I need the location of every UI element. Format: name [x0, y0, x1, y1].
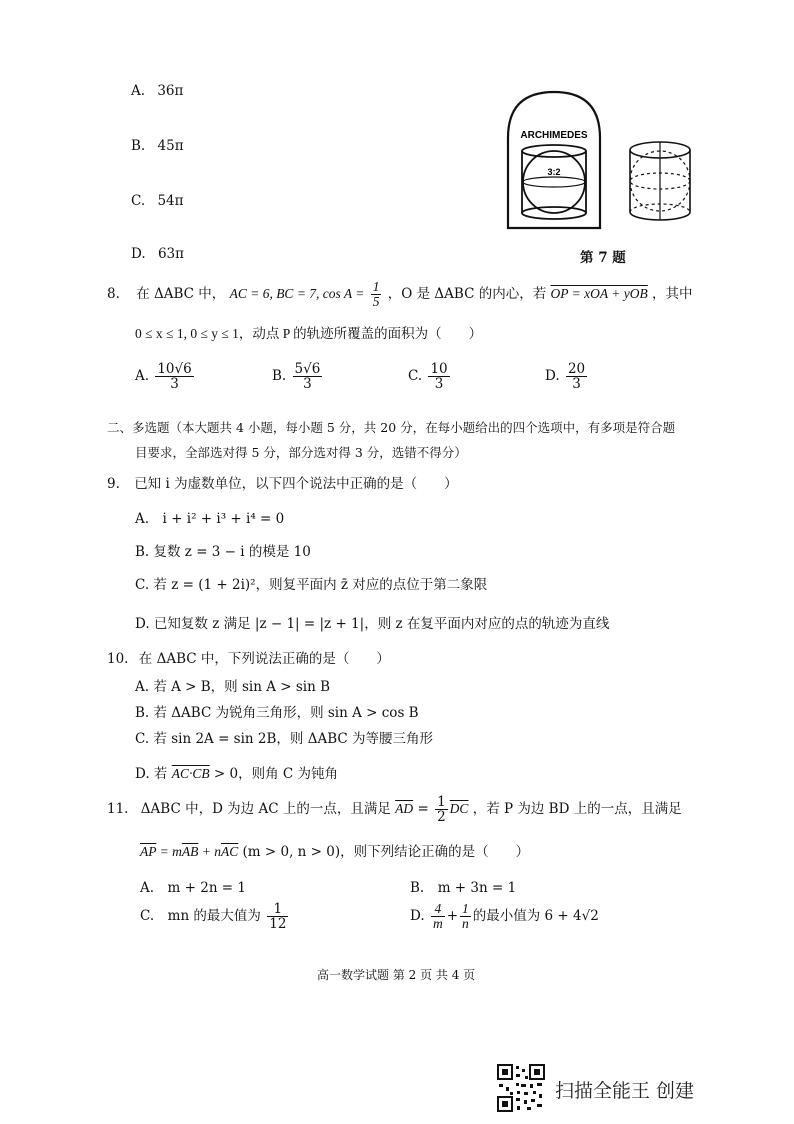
q11-text-a: ΔABC 中，D 为边 AC 上的一点，且满足 — [140, 801, 391, 818]
question-number: 10. — [107, 651, 129, 667]
q11-term: + n — [198, 844, 221, 859]
q7-option-b — [131, 138, 184, 154]
option-fraction: $\frac{10√6}{3}$ — [157, 361, 192, 393]
q9-option-c: C. 若 z = (1 + 2i)²，则复平面内 z̄ 对应的点位于第二象限 — [135, 577, 488, 593]
question-number: 11. — [107, 801, 129, 818]
q11-line-1 — [107, 795, 682, 824]
q8-text-c: ，O 是 ΔABC 的内心，若 — [387, 286, 547, 303]
q7-option-c — [131, 193, 184, 209]
vector-product: AC·CB — [171, 766, 210, 781]
q9-option-a: A. i + i² + i³ + i⁴ = 0 — [135, 511, 285, 527]
option-value: 36π — [157, 83, 184, 99]
option-fraction: $\frac{5√6}{3}$ — [294, 361, 321, 393]
vector-ac: $\overline{AC}$ — [220, 844, 239, 859]
vector-ab: $\overline{AB}$ — [181, 844, 199, 859]
ratio-label: 3:2 — [547, 167, 561, 177]
q11-line-2 — [140, 840, 529, 860]
question-number: 9. — [107, 476, 120, 492]
option-fraction: $\frac{4}{m}$ — [432, 901, 443, 932]
option-text: 的最小值为 6 + 4√2 — [472, 908, 599, 925]
q9-stem-text: 已知 i 为虚数单位，以下四个说法中正确的是（ ） — [134, 476, 458, 492]
q8-line-2: 0 ≤ x ≤ 1, 0 ≤ y ≤ 1，动点 P 的轨迹所覆盖的面积为（ ） — [135, 326, 483, 341]
option-value: 45π — [157, 138, 184, 154]
option-label: D. — [410, 908, 425, 925]
q11-text-f: (m > 0, n > 0)，则下列结论正确的是（ ） — [238, 844, 530, 860]
q10-stem — [107, 647, 390, 667]
q8-option-d — [545, 362, 589, 391]
q11-option-a: A. m + 2n = 1 — [140, 880, 247, 896]
option-label: B. — [272, 368, 287, 385]
q11-term: = m — [156, 844, 182, 859]
seal-text: ARCHIMEDES — [520, 130, 588, 141]
q10-option-a: A. 若 A > B，则 sin A > sin B — [135, 679, 331, 695]
option-fraction: $\frac{10}{3}$ — [430, 361, 448, 393]
option-label: C. — [131, 193, 146, 209]
q8-vector-eq: OP = xOA + yOB — [550, 286, 648, 302]
option-text: C. mn 的最大值为 — [140, 908, 261, 925]
option-label: A. — [131, 83, 146, 99]
option-text: > 0，则角 C 为钝角 — [209, 766, 339, 782]
q11-option-d — [410, 902, 599, 931]
option-fraction: $\frac{20}{3}$ — [567, 361, 586, 393]
q8-option-a — [135, 362, 196, 391]
q10-stem-text: 在 ΔABC 中，下列说法正确的是（ ） — [138, 651, 390, 667]
archimedes-figure — [500, 88, 720, 238]
q10-option-d — [135, 762, 338, 782]
q11-option-b: B. m + 3n = 1 — [410, 880, 517, 896]
q7-option-d — [131, 246, 184, 262]
vector-dc: $\overline{DC}$ — [449, 801, 469, 817]
q10-option-c: C. 若 sin 2A = sin 2B，则 ΔABC 为等腰三角形 — [135, 731, 434, 747]
option-value: 54π — [157, 193, 184, 209]
section-heading-line-2: 目要求，全部选对得 5 分，部分选对得 3 分，选错不得分） — [135, 445, 467, 460]
vector-ad: $\overline{AD}$ — [395, 801, 414, 817]
q9-option-b: B. 复数 z = 3 − i 的模是 10 — [135, 544, 311, 560]
section-heading-line-1: 二、多选题（本大题共 4 小题，每小题 5 分，共 20 分，在每小题给出的四个选项中，有多项是符合题 — [107, 420, 676, 435]
option-label: D. — [545, 368, 560, 385]
q8-text-b: AC = 6, BC = 7, cos A = — [229, 286, 365, 302]
qr-code-icon — [497, 1064, 545, 1112]
page-footer: 高一数学试题 第 2 页 共 4 页 — [317, 968, 476, 982]
option-label: B. — [131, 138, 146, 154]
option-fraction: $\frac{1}{12}$ — [269, 901, 287, 933]
q11-option-c — [140, 902, 290, 931]
q9-option-d: D. 已知复数 z 满足 |z − 1| = |z + 1|，则 z 在复平面内对应的点的轨迹为直线 — [135, 616, 610, 632]
option-label: D. — [131, 246, 146, 262]
q8-text-a: 在 ΔABC 中， — [136, 286, 226, 303]
figure-caption: 第 7 题 — [580, 250, 626, 266]
option-value: 63π — [157, 246, 184, 262]
q11-text-d: ，若 P 为边 BD 上的一点，且满足 — [472, 801, 682, 818]
plus: + — [446, 908, 458, 925]
vector-ap: $\overline{AP}$ — [140, 844, 157, 859]
q11-fraction: $\frac{1}{2}$ — [437, 794, 446, 826]
option-label: A. — [135, 368, 150, 385]
q8-option-b — [272, 362, 324, 391]
q8-option-c — [408, 362, 452, 391]
option-fraction: $\frac{1}{n}$ — [462, 901, 469, 932]
watermark-text: 扫描全能王 创建 — [555, 1080, 695, 1102]
q9-stem — [107, 472, 458, 492]
q8-line-1 — [107, 280, 693, 309]
option-text: D. 若 — [135, 766, 168, 782]
equals: = — [413, 801, 434, 818]
q7-option-a — [131, 83, 183, 99]
q10-option-b: B. 若 ΔABC 为锐角三角形，则 sin A > cos B — [135, 705, 419, 721]
q8-fraction: $\frac{1}{5}$ — [372, 279, 380, 310]
question-number: 8. — [107, 286, 120, 303]
q8-text-e: ，其中 — [652, 286, 693, 303]
option-label: C. — [408, 368, 423, 385]
inscribed-sphere — [523, 151, 585, 213]
